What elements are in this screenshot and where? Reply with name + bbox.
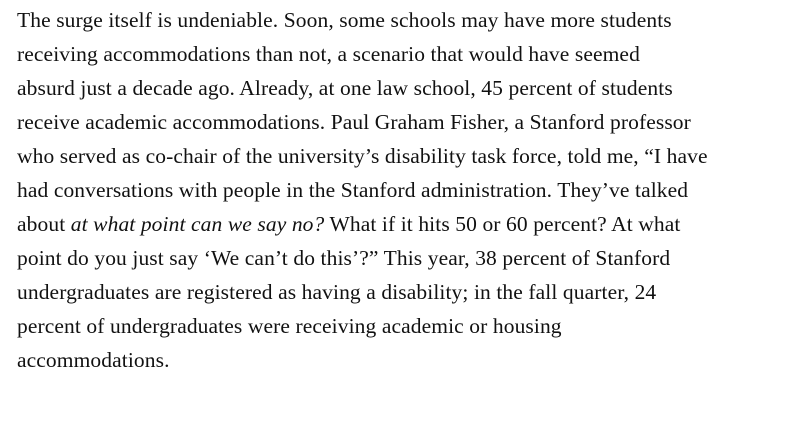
paragraph-line: The surge itself is undeniable. Soon, some schools may have more students <box>17 8 672 32</box>
paragraph-line: who served as co-chair of the university’s disability task force, told me, “I have <box>17 144 708 168</box>
paragraph-line-with-emphasis <box>17 207 797 241</box>
paragraph-line: had conversations with people in the Stanford administration. They’ve talked <box>17 178 689 202</box>
italic-emphasis: at what point can we say no? <box>70 212 325 236</box>
line-text-before-emphasis: about <box>17 212 71 236</box>
article-paragraph <box>17 3 797 377</box>
paragraph-line: absurd just a decade ago. Already, at one law school, 45 percent of students <box>17 76 673 100</box>
line-text-after-emphasis: What if it hits 50 or 60 percent? At what <box>324 212 681 236</box>
paragraph-line: receive academic accommodations. Paul Graham Fisher, a Stanford professor <box>17 110 691 134</box>
paragraph-line: undergraduates are registered as having a disability; in the fall quarter, 24 <box>17 280 657 304</box>
paragraph-line: receiving accommodations than not, a scenario that would have seemed <box>17 42 640 66</box>
paragraph-line: point do you just say ‘We can’t do this’?” This year, 38 percent of Stanford <box>17 246 671 270</box>
paragraph-line: accommodations. <box>17 348 170 372</box>
article-body <box>17 0 797 377</box>
paragraph-line: percent of undergraduates were receiving academic or housing <box>17 314 562 338</box>
